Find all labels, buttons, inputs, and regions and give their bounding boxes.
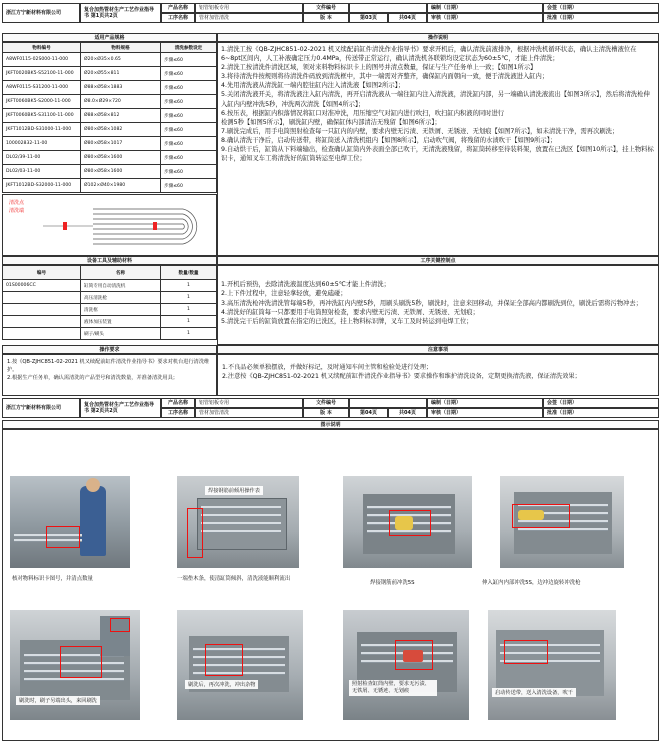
tools-cell-qty: 1 xyxy=(161,292,217,304)
tools-row xyxy=(3,328,217,340)
spec-header-param: 清洗参数设定 xyxy=(161,43,217,53)
tools-row xyxy=(3,292,217,304)
approved-label: 批准（日期） xyxy=(543,13,659,23)
figure-5-highlight xyxy=(60,646,102,678)
process-name-value-2: 管材加管清洗 xyxy=(195,408,303,418)
process-name-label: 工序名称 xyxy=(161,13,195,23)
spec-cell-code: DL02/39-11-00 xyxy=(3,151,81,165)
page-count-2: 共04页 xyxy=(388,408,427,418)
tube-diagram-svg xyxy=(3,195,218,257)
spec-cell-code: JKFT0060BK5-S31100-11-000 xyxy=(3,109,81,123)
figure-6-photo xyxy=(177,610,303,720)
spec-cell-param: 步骤≤60 xyxy=(161,109,217,123)
tube-diagram xyxy=(2,194,217,256)
figure-8-inner-label: 启动传送带，送入清洗设备，吹干 xyxy=(492,688,576,697)
figure-1-highlight xyxy=(46,526,80,548)
figure-6-inner-label: 刷洗后，再次冲洗，冲出杂物 xyxy=(185,680,258,689)
tools-cell-name: 液体加压装置 xyxy=(81,316,161,328)
spec-cell-code: JKFT1012BD-S32000-11-000 xyxy=(3,179,81,193)
doc-no-label-2: 文件编号 xyxy=(303,398,349,408)
spec-cell-param: 步骤≤60 xyxy=(161,53,217,67)
product-name-value: 铝管铝板专用 xyxy=(195,3,303,13)
ops-text: 1.按《QB-ZJHC851-02-2021 机又续配前缸件清洗作业指导书》要求对机台进行清洗维护。 2.根据生产任务单，确认需清洗的产品型号和清洗数量，并准备清洗用具； xyxy=(2,354,217,396)
figure-5-photo xyxy=(10,610,140,720)
spec-row xyxy=(3,67,217,81)
company-name: 浙江方宁新材料有限公司 xyxy=(2,3,80,23)
steps-title: 操作说明 xyxy=(217,33,659,42)
figure-8-highlight xyxy=(504,640,548,664)
step-5: 5.关闭清洗液开关，将清洗液注入缸内清洗，再开启清洗液从一端往缸内注入清洗液，清洗缸内部，另一端确认清洗液流出【如图3所示】，然后将清洗枪伸入缸内内壁冲洗5秒，冲洗两次清洗【如图4所示】； xyxy=(221,91,650,108)
spec-row xyxy=(3,123,217,137)
doc-no-label: 文件编号 xyxy=(303,3,349,13)
key-point-5: 5.清洗完干后的缸筒放置在指定的已洗区，挂上物料标识牌，叉车工及时转运到电焊工位； xyxy=(221,318,473,326)
process-name-label-2: 工序名称 xyxy=(161,408,195,418)
tools-cell-name: 缸筒专用自动清洗机 xyxy=(81,280,161,292)
step-9: 9.自动烘干后，缸筒从下料端输出，检查确认缸筒内外表面全部已吹干，无清洗液残留，将缸筒转移至待装料架，放置在已洗区【如图10所示】，挂上物料标识卡，通知叉车工将清洗好的缸筒转运至电焊工位； xyxy=(221,146,654,163)
diagram-legend-2: 清洗端 xyxy=(9,208,25,214)
diagram-legend-1: 清洗点 xyxy=(9,200,25,206)
prepared-label-2: 编制（日期） xyxy=(427,398,543,408)
spec-cell-size: Ø80×Ø58×1600 xyxy=(81,165,161,179)
spec-cell-size: Ø102×Ø40×1980 xyxy=(81,179,161,193)
tools-cell-no xyxy=(3,316,81,328)
spec-row xyxy=(3,81,217,95)
cautions-text: 1.不良品必须单独摆放，并做好标记，及时通知车间主管和检验处进行处理； 2.注意按《QB-ZJHC851-02-2021 机又续配前缸件清洗作业指导书》要求操作和维护清洗设备，定期更换清洗液，保证清洗效果； xyxy=(217,354,659,396)
tools-row xyxy=(3,280,217,292)
step-3: 3.将待清洗件按规则将待清洗件码放到清洗框中，其中一端需对齐整齐，确保缸内面朝向一致，便于清洗液进入缸内； xyxy=(221,73,549,81)
spec-cell-code: JKFT0060BK5-S2000-11-000 xyxy=(3,95,81,109)
tools-table xyxy=(2,265,217,340)
spec-header-size: 物料规格 xyxy=(81,43,161,53)
spec-cell-size: Ø80×Ø58×1017 xyxy=(81,137,161,151)
approved-label-2: 批准（日期） xyxy=(543,408,659,418)
reviewed-label-2: 审核（日期） xyxy=(427,408,543,418)
step-4: 4.先用清洗液从清洗缸一端内腔往缸内注入清洗液【如图2所示】； xyxy=(221,82,405,90)
tools-header-qty: 数量/数量 xyxy=(161,266,217,280)
tools-row xyxy=(3,316,217,328)
figures-title: 图示说明 xyxy=(2,420,659,429)
doc-no-value xyxy=(349,3,427,13)
version-value: 第03页 xyxy=(349,13,388,23)
figure-2-photo xyxy=(177,476,299,568)
step-8: 8.确认清洗干净后，启动传送带，将缸筒送入清洗机组内【如图8所示】，启动吹气阀，将残留的水渍吹干【如图9所示】； xyxy=(221,136,557,144)
product-name-label-2: 产品名称 xyxy=(161,398,195,408)
spec-cell-size: Ø80×Ø58×1082 xyxy=(81,123,161,137)
figure-8-photo xyxy=(488,610,616,720)
spec-cell-code: JKFT1012BD-S31000-11-000 xyxy=(3,123,81,137)
step-2: 2.清洗工按清洗件清洗区域，领对来料物料标识卡上的图号并清点数量，保证与生产任务单上一致；【如图1所示】 xyxy=(221,64,537,72)
spec-cell-code: A8WF0115-S31200-11-000 xyxy=(3,81,81,95)
key-points-title: 工序关键控制点 xyxy=(217,256,659,265)
spec-row xyxy=(3,53,217,67)
key-point-4: 4.清洗好的缸筒每一只都要用手电筒照射检查，要求内壁无污渍、无铁屑、无锈迹、无划痕； xyxy=(221,308,479,316)
spec-cell-size: Ø80×Ø58×1600 xyxy=(81,151,161,165)
company-name-2: 浙江方宁新材料有限公司 xyxy=(2,398,80,418)
prepared-label: 编制（日期） xyxy=(427,3,543,13)
figure-5-highlight-2 xyxy=(110,618,130,632)
spec-row xyxy=(3,165,217,179)
spec-header-code: 物料编号 xyxy=(3,43,81,53)
tools-cell-no xyxy=(3,304,81,316)
spec-cell-size: Ø88×Ø58×812 xyxy=(81,109,161,123)
product-name-value-2: 铝管铝板专用 xyxy=(195,398,303,408)
tools-cell-qty: 1 xyxy=(161,316,217,328)
spec-cell-code: JKFT0020BK5-S52100-11-000 xyxy=(3,67,81,81)
figure-5-inner-label: 刷洗时，刷子另端出头，来回刷洗 xyxy=(16,696,100,705)
spec-cell-param: 步骤≤60 xyxy=(161,81,217,95)
figure-4-caption: 伸入缸内内部冲洗5S，边冲边旋转冲洗枪 xyxy=(482,580,581,586)
spec-cell-code: DL02/03-11-00 xyxy=(3,165,81,179)
spec-cell-param: 步骤≤60 xyxy=(161,137,217,151)
tools-cell-qty: 1 xyxy=(161,328,217,340)
spec-row xyxy=(3,179,217,193)
figure-2-inner-label: 焊接钢筋前倾用操作表 xyxy=(205,486,263,495)
doc-no-value-2 xyxy=(349,398,427,408)
tools-cell-no xyxy=(3,328,81,340)
tools-cell-qty: 1 xyxy=(161,304,217,316)
tools-table-title: 设备工具及辅助材料 xyxy=(2,256,217,265)
version-label: 版 本 xyxy=(303,13,349,23)
figure-3-highlight xyxy=(389,510,431,536)
spec-table xyxy=(2,42,217,193)
figure-6-highlight xyxy=(205,644,243,676)
spec-cell-size: Ø8.0×Ø29×720 xyxy=(81,95,161,109)
spec-cell-param: 步骤≤60 xyxy=(161,67,217,81)
step-6b: 检测5秒【如图5所示】，刷洗缸内壁，确保缸体内部清洁无残留【如图6所示】； xyxy=(221,118,441,126)
countersign-label-2: 会签（日期） xyxy=(543,398,659,408)
figure-1-caption: 核对物料标识卡图号，并清点数量 xyxy=(12,576,93,582)
spec-cell-param: 步骤≤60 xyxy=(161,165,217,179)
page-count: 共04页 xyxy=(388,13,427,23)
figure-2-highlight xyxy=(187,508,203,558)
spec-cell-size: Ø20×Ø55×811 xyxy=(81,67,161,81)
figure-7-highlight xyxy=(395,640,433,670)
figure-7-photo xyxy=(343,610,469,720)
step-6: 6.按压表，根据缸内积落情况将缸口对准冲洗，用压缩空气对缸内进行吹扫，吹扫缸内积液的同时进行 xyxy=(221,109,505,117)
tools-row xyxy=(3,304,217,316)
figure-2-caption: 一端垫木条，使清缸筒倾斜，清洗液能顺利流出 xyxy=(177,576,291,582)
spec-cell-code: 100002832-11-00 xyxy=(3,137,81,151)
countersign-label: 会签（日期） xyxy=(543,3,659,13)
tools-header-name: 名称 xyxy=(81,266,161,280)
tools-cell-qty: 1 xyxy=(161,280,217,292)
doc-title: 复合加热管材生产工艺作业指导书 第1页共2页 xyxy=(80,3,161,23)
spec-cell-param: 步骤≤60 xyxy=(161,95,217,109)
figure-4-highlight xyxy=(512,504,570,528)
key-point-2: 2.上下件过程中，注意轻拿轻放，避免磕碰； xyxy=(221,290,347,298)
spec-cell-param: 步骤≤60 xyxy=(161,123,217,137)
tools-cell-name: 清洗框 xyxy=(81,304,161,316)
spec-cell-size: Ø88×Ø58×1883 xyxy=(81,81,161,95)
reviewed-label: 审核（日期） xyxy=(427,13,543,23)
process-name-value: 管材加管清洗 xyxy=(195,13,303,23)
figure-3-caption: 焊接钢筋前冲洗5S xyxy=(370,580,415,586)
spec-cell-param: 步骤≤60 xyxy=(161,179,217,193)
spec-cell-size: Ø20×Ø35×0.65 xyxy=(81,53,161,67)
doc-title-2: 复合加热管材生产工艺作业指导书 第2页共2页 xyxy=(80,398,161,418)
figure-3-photo xyxy=(343,476,472,568)
key-points-block xyxy=(217,265,659,345)
key-point-3: 3.高压清洗枪冲洗清洗管每端5秒，再冲洗缸内内壁5秒，用刷头刷洗5秒，刷洗时，注意来回移动，并保证全部高内都刷洗到位，刷洗后需将污物冲去； xyxy=(221,299,643,307)
spec-cell-param: 步骤≤60 xyxy=(161,151,217,165)
spec-table-title: 适用产品规格 xyxy=(2,33,217,42)
version-label-2: 版 本 xyxy=(303,408,349,418)
figure-1-photo xyxy=(10,476,130,568)
version-value-2: 第04页 xyxy=(349,408,388,418)
spec-row xyxy=(3,137,217,151)
tools-cell-name: 刷子/刷头 xyxy=(81,328,161,340)
spec-row xyxy=(3,95,217,109)
tools-cell-name: 高压清洗枪 xyxy=(81,292,161,304)
step-7: 7.刷洗完成后，用手电筒照射检查每一只缸内的内壁，要求内壁无污渍、无铁屑、无锈迹、无划痕【如图7所示】，如未清洗干净，需再次刷洗； xyxy=(221,127,619,135)
figure-7-inner-label: 照射检查缸筒内壁，要求无污渍、无铁屑、无锈迹、无划痕 xyxy=(349,680,437,696)
tools-header-no: 编号 xyxy=(3,266,81,280)
steps-block xyxy=(217,42,659,256)
cautions-title: 注意事项 xyxy=(217,345,659,354)
key-point-1: 1.开机后预热，去除清洗液温度达到60±5℃才能上件清洗； xyxy=(221,281,390,288)
product-name-label: 产品名称 xyxy=(161,3,195,13)
spec-cell-code: A8WF0115-02S000-11-000 xyxy=(3,53,81,67)
step-1: 1.清洗工按《QB-ZJHC851-02-2021 机又续配前缸件清洗作业指导书》要求开机后，确认清洗前液排净，根据冲洗机循环状态，确认主清洗槽液位在6~8pt区间内，人工补液确定压力0.4MPa，传送带正常运行，确认清洗机各联锁均设定状态为60±5℃，才能上件清洗； xyxy=(221,46,637,63)
ops-title: 操作要求 xyxy=(2,345,217,354)
figure-4-photo xyxy=(500,476,624,568)
tools-cell-no xyxy=(3,292,81,304)
spec-row xyxy=(3,151,217,165)
tools-cell-no: 01S00006CC xyxy=(3,280,81,292)
spec-row xyxy=(3,109,217,123)
